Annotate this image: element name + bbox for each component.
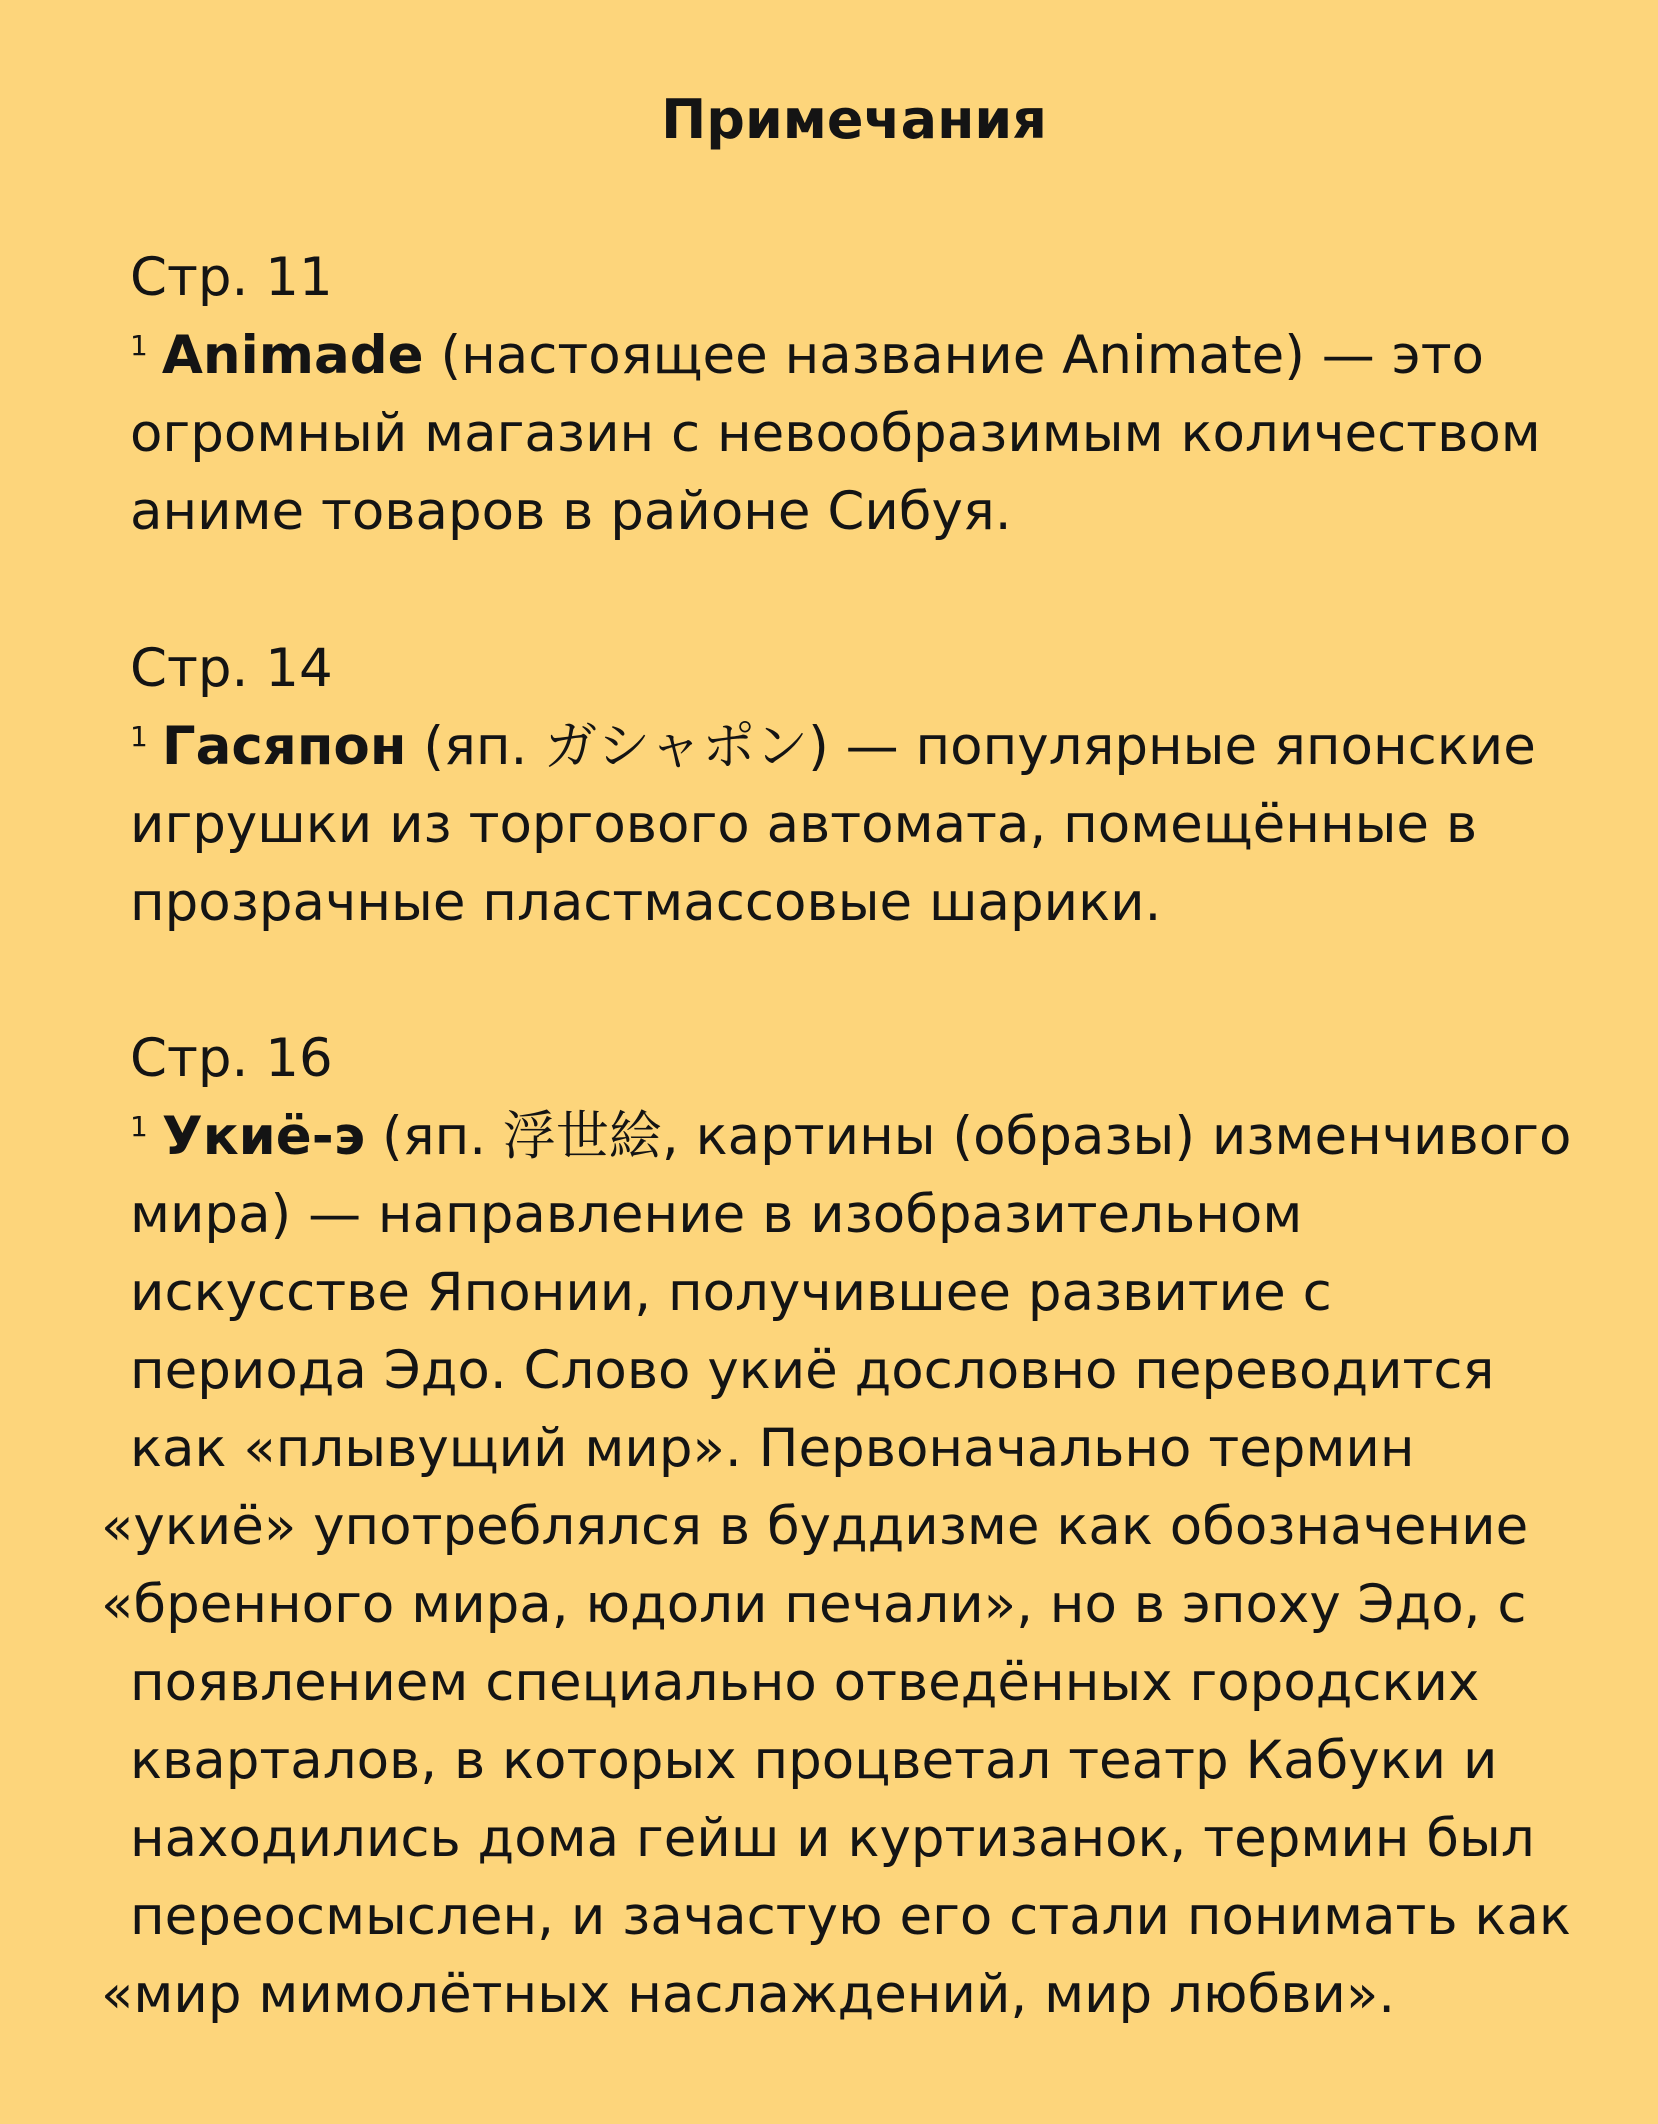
note-page-14 (130, 630, 1600, 942)
note-first-line (130, 1098, 1600, 1176)
note-term: Animade (161, 325, 424, 386)
note-text-line: аниме товаров в районе Сибуя. (130, 481, 1012, 542)
note-page-11 (130, 239, 1600, 551)
note-first-line-text: (настоящее название Animate) — это (423, 325, 1484, 386)
note-text-line: огромный магазин с невообразимым количеством (130, 403, 1541, 464)
footnote-marker: 1 (130, 720, 148, 753)
note-text-line: появлением специально отведённых городских (130, 1652, 1480, 1713)
note-first-line (130, 708, 1600, 786)
note-text-line: переосмыслен, и зачастую его стали понимать как (130, 1886, 1571, 1947)
note-page-16 (101, 1020, 1600, 2034)
note-term: Укиё-э (161, 1106, 366, 1167)
note-term: Гасяпон (161, 716, 407, 777)
footnote-marker: 1 (130, 329, 148, 362)
note-text-line: находились дома гейш и куртизанок, термин был (130, 1808, 1535, 1869)
note-page-label: Стр. 11 (130, 247, 333, 308)
note-text-line: как «плывущий мир». Первоначально термин (130, 1418, 1415, 1479)
note-text-line: периода Эдо. Слово укиё дословно переводится (130, 1340, 1495, 1401)
note-page-label: Стр. 16 (130, 1028, 333, 1089)
note-text-line: искусстве Японии, получившее развитие с (130, 1262, 1332, 1323)
note-text-line: «укиё» употреблялся в буддизме как обозначение (101, 1496, 1529, 1557)
footnote-marker: 1 (130, 1110, 148, 1143)
note-text-line: «бренного мира, юдоли печали», но в эпоху Эдо, с (101, 1574, 1527, 1635)
note-first-line (130, 317, 1600, 395)
note-text-line: игрушки из торгового автомата, помещённые в (130, 794, 1478, 855)
note-text-line: мира) — направление в изобразительном (130, 1184, 1303, 1245)
note-text-line: «мир мимолётных наслаждений, мир любви». (101, 1964, 1396, 2025)
note-page-label: Стр. 14 (130, 638, 333, 699)
note-text-line: прозрачные пластмассовые шарики. (130, 872, 1162, 933)
note-first-line-text: (яп. ガシャポン) — популярные японские (406, 716, 1536, 777)
note-text-line: кварталов, в которых процветал театр Кабуки и (130, 1730, 1498, 1791)
note-first-line-text: (яп. 浮世絵, картины (образы) изменчивого (365, 1106, 1572, 1167)
page-title: Примечания (661, 88, 1047, 151)
